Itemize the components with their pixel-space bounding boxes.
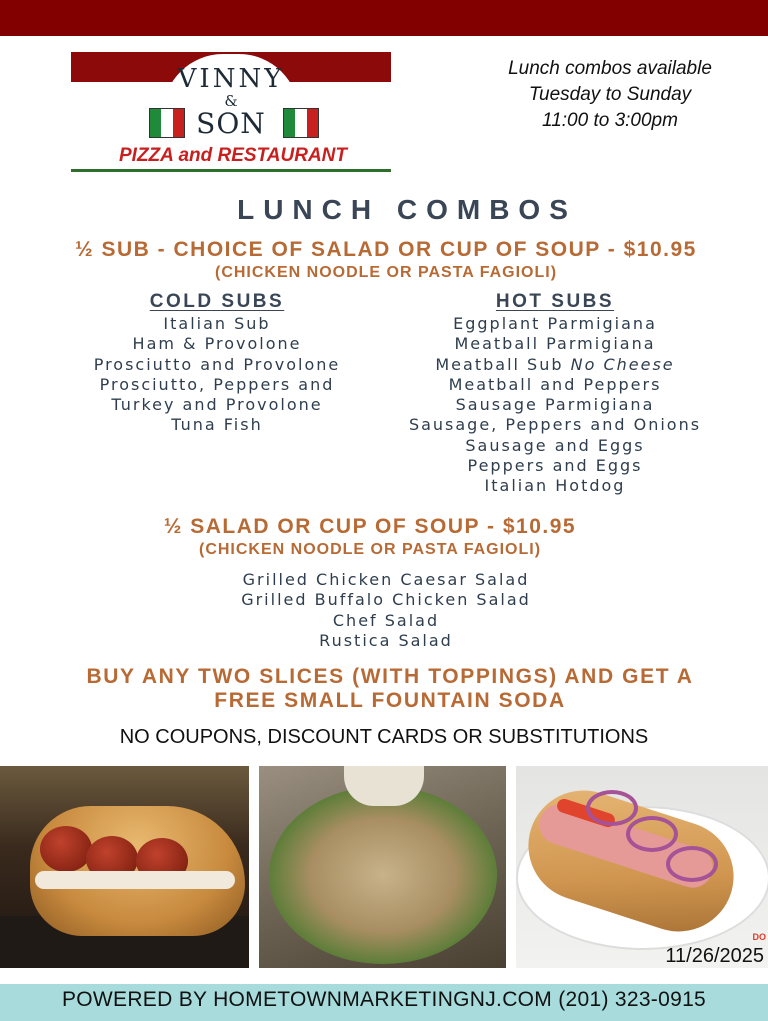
delivery-badge-icon: DO — [752, 932, 766, 942]
logo-tagline: PIZZA and RESTAURANT — [119, 145, 347, 166]
slice-promo — [30, 665, 750, 713]
list-item: Chef Salad — [332, 610, 440, 630]
list-item: Sausage and Eggs — [465, 435, 645, 455]
list-item: Turkey and Provolone — [111, 395, 323, 415]
list-item — [385, 355, 725, 375]
italian-flag-icon — [283, 108, 319, 138]
list-item: Sausage Parmigiana — [455, 395, 655, 415]
list-item: Grilled Buffalo Chicken Salad — [241, 590, 531, 610]
cold-subs-list — [62, 290, 372, 436]
top-bar — [0, 0, 768, 36]
item-note: No Cheese — [570, 354, 675, 374]
meatball-sub-photo — [0, 766, 249, 968]
list-item: Prosciutto and Provolone — [93, 354, 341, 374]
list-item: Prosciutto, Peppers and — [99, 374, 335, 394]
list-item: Italian Sub — [163, 314, 271, 333]
list-item: Italian Hotdog — [484, 476, 626, 496]
cold-sub-photo — [516, 766, 768, 968]
hours-line: Lunch combos available — [508, 58, 712, 79]
melted-cheese — [35, 871, 235, 889]
list-item: Meatball Parmigiana — [454, 334, 656, 354]
sub-combo-soups: (CHICKEN NOODLE OR PASTA FAGIOLI) — [214, 264, 558, 281]
salad-combo-soups: (CHICKEN NOODLE OR PASTA FAGIOLI) — [198, 541, 542, 558]
hours-line: Tuesday to Sunday — [528, 84, 692, 105]
meatball — [40, 826, 92, 872]
list-item: Rustica Salad — [319, 630, 453, 650]
promo-line: FREE SMALL FOUNTAIN SODA — [214, 689, 566, 712]
hot-subs-list — [385, 290, 725, 497]
list-item: Ham & Provolone — [132, 334, 302, 354]
lunch-hours — [470, 56, 750, 134]
list-item: Sausage, Peppers and Onions — [408, 415, 702, 435]
salad-tray — [269, 786, 497, 964]
onion-ring — [666, 846, 718, 882]
logo-underline — [71, 169, 391, 172]
onion-ring — [586, 790, 638, 826]
promo-line: BUY ANY TWO SLICES (WITH TOPPINGS) AND GET A — [86, 665, 694, 688]
list-item: Peppers and Eggs — [467, 456, 643, 476]
disclaimer: NO COUPONS, DISCOUNT CARDS OR SUBSTITUTIONS — [119, 726, 649, 748]
list-item: Eggplant Parmigiana — [453, 314, 657, 333]
list-item: Grilled Chicken Caesar Salad — [242, 570, 530, 589]
item-label: Meatball Sub — [435, 354, 564, 374]
sub-combo-heading: ½ SUB - CHOICE OF SALAD OR CUP OF SOUP - $10.95 — [75, 238, 697, 261]
logo-name: VINNY — [177, 64, 285, 94]
cold-subs-heading: COLD SUBS — [149, 291, 285, 312]
logo-ampersand: & — [224, 92, 238, 110]
list-item: Tuna Fish — [171, 415, 263, 435]
salad-list — [186, 570, 586, 651]
hours-line: 11:00 to 3:00pm — [542, 110, 678, 131]
onion-ring — [626, 816, 678, 852]
flyer-date: 11/26/2025 — [665, 945, 764, 967]
caesar-salad-photo — [259, 766, 506, 968]
footer-bar — [0, 984, 768, 1021]
dressing-cup — [344, 766, 424, 806]
hot-subs-heading: HOT SUBS — [495, 291, 615, 312]
logo-son: SON — [196, 107, 266, 140]
restaurant-logo — [71, 52, 391, 172]
page-title: LUNCH COMBOS — [237, 194, 577, 225]
list-item: Meatball and Peppers — [448, 374, 662, 394]
salad-combo-heading: ½ SALAD OR CUP OF SOUP - $10.95 — [163, 515, 577, 538]
footer-text: POWERED BY HOMETOWNMARKETINGNJ.COM (201) 323-0915 — [61, 988, 707, 1011]
